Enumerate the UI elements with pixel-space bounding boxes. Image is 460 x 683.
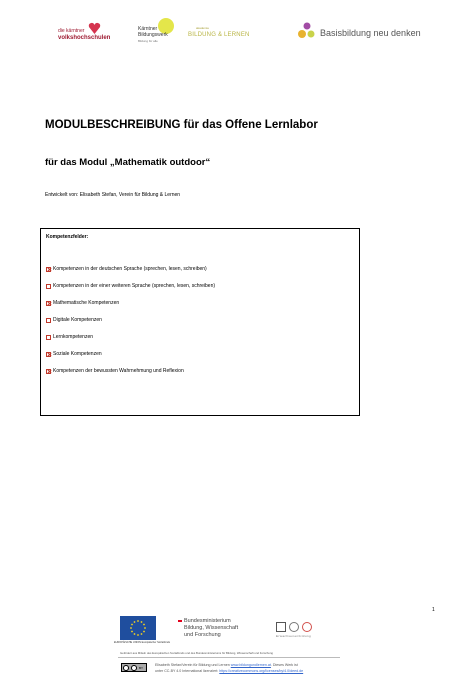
ministry-line1: Bundesministerium	[184, 618, 231, 624]
page-number: 1	[432, 607, 435, 613]
checkbox-icon	[46, 267, 51, 272]
kbw-logo-line2: Bildungswerk	[138, 32, 168, 38]
document-subtitle: für das Modul „Mathematik outdoor“	[45, 157, 211, 168]
attribution-icon	[131, 665, 137, 671]
competency-label: Kompetenzen der bewussten Wahrnehmung und Reflexion	[53, 368, 184, 374]
vhs-logo-line1: die kärntner	[58, 28, 85, 34]
competency-label: Mathematische Kompetenzen	[53, 300, 120, 306]
ministry-line3: und Forschung	[184, 632, 221, 638]
competency-label: Digitale Kompetenzen	[53, 317, 102, 323]
bl-logo-line1: BILDUNG & LERNEN	[188, 32, 250, 38]
kbw-logo-line3: Bildung für alle	[138, 39, 158, 43]
license-link[interactable]: https://creativecommons.org/licenses/by/4.0/deed.de	[219, 669, 304, 673]
eu-flag-icon	[120, 616, 156, 640]
cc-icon	[123, 665, 129, 671]
heart-icon	[88, 22, 101, 35]
checkbox-icon	[46, 284, 51, 289]
header-logos	[0, 18, 460, 52]
ministry-name	[184, 618, 238, 639]
competency-item	[46, 300, 119, 306]
license-line-1	[155, 663, 298, 667]
checkbox-icon	[46, 335, 51, 340]
red-circle-icon	[302, 622, 312, 632]
ministry-line2: Bildung, Wissenschaft	[184, 625, 239, 631]
cofunding-note: Gefördert aus Mitteln des Europäischen Sozialfonds und des Bundesministeriums für Bildung, Wissenschaft und Forschung	[120, 651, 273, 655]
license-author: Elisabeth Stefan/Verein für Bildung und Lernen	[155, 663, 231, 667]
competency-item	[46, 368, 184, 374]
competency-label: Lernkompetenzen	[53, 334, 94, 340]
austria-flag-icon	[178, 620, 182, 622]
bl-logo-line0: akademie	[196, 26, 210, 30]
circle-icon	[289, 622, 299, 632]
cc-license-badge	[121, 663, 147, 672]
footer-funders	[0, 614, 460, 650]
competency-label: Kompetenzen in der deutschen Sprache (sprechen, lesen, schreiben)	[53, 266, 207, 272]
license-tail: . Dieses Werk ist	[270, 663, 298, 667]
vhs-logo-line2: volkshochschulen	[58, 35, 111, 41]
competencies-heading: Kompetenzfelder:	[46, 234, 89, 240]
kbw-logo-line1: Kärntner	[138, 26, 158, 32]
license-text: unter CC-BY 4.0 International lizenziert:	[155, 669, 220, 673]
competency-item	[46, 266, 207, 272]
competency-item	[46, 283, 215, 289]
website-link[interactable]: www.bildungundlernen.at	[230, 663, 271, 667]
document-title: MODULBESCHREIBUNG für das Offene Lernlabor	[45, 119, 318, 131]
basisbildung-name: Basisbildung neu denken	[320, 28, 421, 38]
checkbox-icon	[46, 318, 51, 323]
eu-caption: EUROPÄISCHE UNION Europäischer Sozialfonds	[114, 641, 170, 644]
colored-dots-icon	[298, 22, 316, 42]
eu-stars-icon	[120, 616, 156, 640]
cc-badge-label: BY	[139, 666, 144, 670]
footer-divider	[118, 657, 340, 658]
competency-item	[46, 351, 102, 357]
author-line: Entwickelt von: Elisabeth Stefan, Verein für Bildung & Lernen	[45, 192, 181, 198]
checkbox-icon	[46, 369, 51, 374]
competency-item	[46, 317, 102, 323]
checkbox-icon	[46, 301, 51, 306]
license-line-2	[155, 669, 303, 673]
square-icon	[276, 622, 286, 632]
competency-item	[46, 334, 93, 340]
competency-label: Kompetenzen in der einer weiteren Sprache (sprechen, lesen, schreiben)	[53, 283, 216, 289]
checkbox-icon	[46, 352, 51, 357]
erwachsenenbildung-caption: Erwachsenenbildung	[276, 634, 312, 638]
competencies-box	[40, 228, 360, 416]
competency-label: Soziale Kompetenzen	[53, 351, 102, 357]
